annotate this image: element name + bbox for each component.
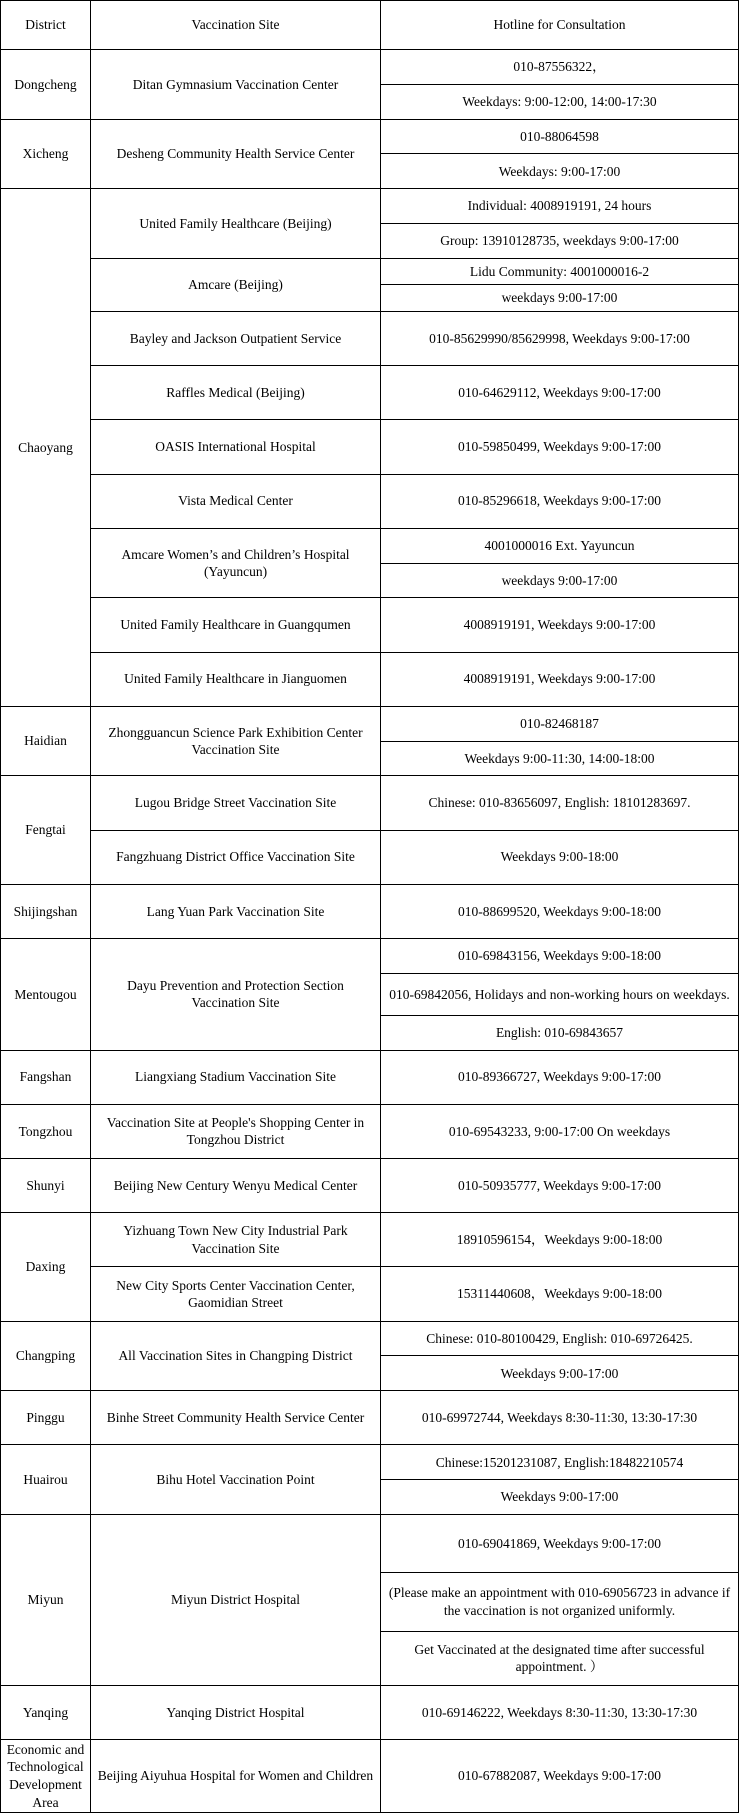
hotline-cell: Chinese:15201231087, English:18482210574	[381, 1445, 739, 1480]
hotline-cell: 010-69843156, Weekdays 9:00-18:00	[381, 939, 739, 974]
hotline-cell: 4001000016 Ext. Yayuncun	[381, 528, 739, 563]
district-cell: Mentougou	[1, 939, 91, 1051]
table-row	[1, 706, 739, 741]
district-cell: Yanqing	[1, 1685, 91, 1739]
district-cell: Tongzhou	[1, 1104, 91, 1158]
hotline-cell: Weekdays 9:00-17:00	[381, 1480, 739, 1515]
site-cell: Beijing Aiyuhua Hospital for Women and Children	[91, 1740, 381, 1813]
site-cell: Fangzhuang District Office Vaccination Site	[91, 830, 381, 884]
hotline-cell: Group: 13910128735, weekdays 9:00-17:00	[381, 224, 739, 259]
table-row	[1, 119, 739, 154]
table-row	[1, 1050, 739, 1104]
table-row	[1, 1391, 739, 1445]
table-row	[1, 311, 739, 365]
site-cell: Dayu Prevention and Protection Section Vaccination Site	[91, 939, 381, 1051]
site-cell: United Family Healthcare (Beijing)	[91, 189, 381, 259]
table-row	[1, 598, 739, 652]
hotline-cell: 010-69041869, Weekdays 9:00-17:00	[381, 1515, 739, 1573]
hotline-cell: 010-50935777, Weekdays 9:00-17:00	[381, 1159, 739, 1213]
hotline-cell: 010-69972744, Weekdays 8:30-11:30, 13:30-17:30	[381, 1391, 739, 1445]
site-cell: United Family Healthcare in Jianguomen	[91, 652, 381, 706]
hotline-cell: 010-67882087, Weekdays 9:00-17:00	[381, 1740, 739, 1813]
district-cell: Chaoyang	[1, 189, 91, 707]
hotline-cell: 010-85629990/85629998, Weekdays 9:00-17:00	[381, 311, 739, 365]
site-cell: OASIS International Hospital	[91, 420, 381, 474]
hotline-cell: 010-88699520, Weekdays 9:00-18:00	[381, 884, 739, 938]
district-cell: Daxing	[1, 1213, 91, 1321]
site-cell: Vista Medical Center	[91, 474, 381, 528]
table-row	[1, 474, 739, 528]
hotline-cell: weekdays 9:00-17:00	[381, 563, 739, 598]
table-body	[1, 1, 739, 1813]
table-row	[1, 1213, 739, 1267]
hotline-cell: English: 010-69843657	[381, 1015, 739, 1050]
table-row	[1, 1515, 739, 1573]
hotline-cell: Weekdays: 9:00-17:00	[381, 154, 739, 189]
district-cell: Xicheng	[1, 119, 91, 189]
hotline-cell: (Please make an appointment with 010-69056723 in advance if the vaccination is not organized uniformly.	[381, 1573, 739, 1631]
hotline-cell: Individual: 4008919191, 24 hours	[381, 189, 739, 224]
district-cell: Haidian	[1, 706, 91, 776]
hotline-cell: 010-87556322，	[381, 50, 739, 85]
hotline-cell: 010-89366727, Weekdays 9:00-17:00	[381, 1050, 739, 1104]
hotline-cell: 010-69146222, Weekdays 8:30-11:30, 13:30-17:30	[381, 1685, 739, 1739]
table-row	[1, 528, 739, 563]
district-cell: Shijingshan	[1, 884, 91, 938]
site-cell: Beijing New Century Wenyu Medical Center	[91, 1159, 381, 1213]
hotline-cell: 010-69543233, 9:00-17:00 On weekdays	[381, 1104, 739, 1158]
table-row	[1, 50, 739, 85]
site-cell: Amcare Women’s and Children’s Hospital (Yayuncun)	[91, 528, 381, 598]
hotline-cell: 010-85296618, Weekdays 9:00-17:00	[381, 474, 739, 528]
site-cell: Bihu Hotel Vaccination Point	[91, 1445, 381, 1515]
table-row	[1, 1740, 739, 1813]
hotline-cell: Weekdays 9:00-18:00	[381, 830, 739, 884]
site-cell: Miyun District Hospital	[91, 1515, 381, 1686]
site-cell: Liangxiang Stadium Vaccination Site	[91, 1050, 381, 1104]
table-row	[1, 939, 739, 974]
district-cell: Huairou	[1, 1445, 91, 1515]
table-row	[1, 189, 739, 224]
site-cell: Raffles Medical (Beijing)	[91, 366, 381, 420]
site-cell: Yanqing District Hospital	[91, 1685, 381, 1739]
table-row	[1, 1321, 739, 1356]
header-hotline: Hotline for Consultation	[381, 1, 739, 50]
site-cell: Lang Yuan Park Vaccination Site	[91, 884, 381, 938]
hotline-cell: Chinese: 010-83656097, English: 18101283697.	[381, 776, 739, 830]
district-cell: Pinggu	[1, 1391, 91, 1445]
table-row	[1, 1685, 739, 1739]
hotline-cell: 15311440608，Weekdays 9:00-18:00	[381, 1267, 739, 1321]
table-row	[1, 830, 739, 884]
site-cell: United Family Healthcare in Guangqumen	[91, 598, 381, 652]
district-cell: Miyun	[1, 1515, 91, 1686]
table-row	[1, 1267, 739, 1321]
district-cell: Dongcheng	[1, 50, 91, 120]
hotline-cell: 4008919191, Weekdays 9:00-17:00	[381, 598, 739, 652]
hotline-cell: weekdays 9:00-17:00	[381, 285, 739, 312]
hotline-cell: 010-64629112, Weekdays 9:00-17:00	[381, 366, 739, 420]
table-row	[1, 420, 739, 474]
district-cell: Economic and Technological Development Area	[1, 1740, 91, 1813]
header-vaccination-site: Vaccination Site	[91, 1, 381, 50]
site-cell: All Vaccination Sites in Changping District	[91, 1321, 381, 1391]
site-cell: Amcare (Beijing)	[91, 258, 381, 311]
district-cell: Fangshan	[1, 1050, 91, 1104]
table-row	[1, 652, 739, 706]
site-cell: New City Sports Center Vaccination Center, Gaomidian Street	[91, 1267, 381, 1321]
table-row	[1, 1159, 739, 1213]
site-cell: Desheng Community Health Service Center	[91, 119, 381, 189]
table-row	[1, 776, 739, 830]
hotline-cell: 18910596154，Weekdays 9:00-18:00	[381, 1213, 739, 1267]
hotline-cell: 010-59850499, Weekdays 9:00-17:00	[381, 420, 739, 474]
table-row	[1, 884, 739, 938]
site-cell: Bayley and Jackson Outpatient Service	[91, 311, 381, 365]
hotline-cell: 010-69842056, Holidays and non-working hours on weekdays.	[381, 973, 739, 1015]
district-cell: Fengtai	[1, 776, 91, 884]
site-cell: Zhongguancun Science Park Exhibition Center Vaccination Site	[91, 706, 381, 776]
hotline-cell: Lidu Community: 4001000016-2	[381, 258, 739, 285]
hotline-cell: 010-82468187	[381, 706, 739, 741]
hotline-cell: 4008919191, Weekdays 9:00-17:00	[381, 652, 739, 706]
hotline-cell: Chinese: 010-80100429, English: 010-69726425.	[381, 1321, 739, 1356]
site-cell: Vaccination Site at People's Shopping Center in Tongzhou District	[91, 1104, 381, 1158]
site-cell: Lugou Bridge Street Vaccination Site	[91, 776, 381, 830]
hotline-cell: 010-88064598	[381, 119, 739, 154]
hotline-cell: Weekdays 9:00-11:30, 14:00-18:00	[381, 741, 739, 776]
site-cell: Ditan Gymnasium Vaccination Center	[91, 50, 381, 120]
hotline-cell: Get Vaccinated at the designated time after successful appointment. ）	[381, 1631, 739, 1685]
hotline-cell: Weekdays: 9:00-12:00, 14:00-17:30	[381, 84, 739, 119]
district-cell: Changping	[1, 1321, 91, 1391]
site-cell: Binhe Street Community Health Service Center	[91, 1391, 381, 1445]
header-row	[1, 1, 739, 50]
table-row	[1, 1445, 739, 1480]
header-district: District	[1, 1, 91, 50]
district-cell: Shunyi	[1, 1159, 91, 1213]
table-row	[1, 366, 739, 420]
site-cell: Yizhuang Town New City Industrial Park Vaccination Site	[91, 1213, 381, 1267]
table-row	[1, 258, 739, 285]
hotline-cell: Weekdays 9:00-17:00	[381, 1356, 739, 1391]
table-row	[1, 1104, 739, 1158]
